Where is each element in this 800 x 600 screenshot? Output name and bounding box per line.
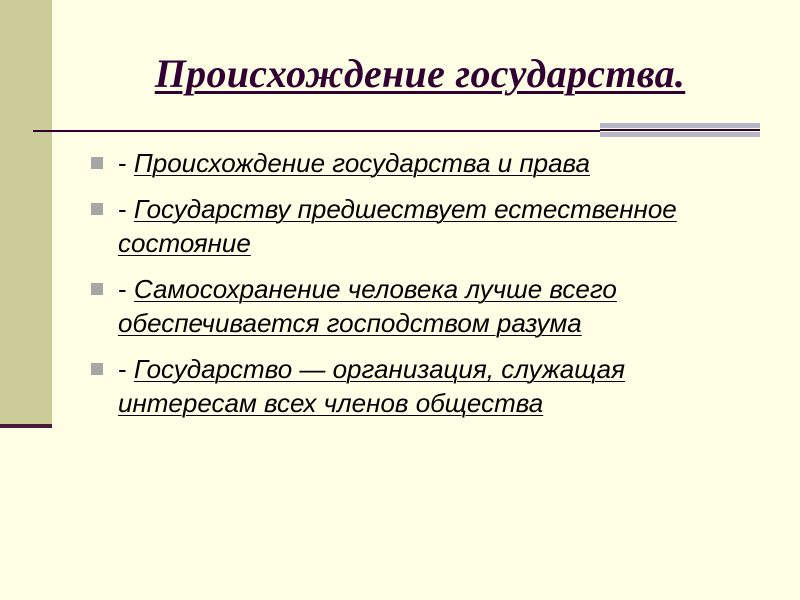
bullet-prefix: - — [118, 194, 134, 224]
square-bullet-icon — [91, 203, 103, 215]
bullet-link[interactable]: Происхождение государства и права — [133, 148, 591, 178]
square-bullet-icon — [91, 363, 103, 375]
title-divider-stripes — [600, 123, 760, 139]
bullet-link[interactable]: Самосохранение человека лучше всего обеспечивается господством разума — [118, 274, 617, 338]
bullet-list — [88, 146, 768, 432]
left-accent-bar-edge — [0, 424, 52, 428]
bullet-prefix: - — [118, 274, 134, 304]
bullet-link[interactable]: Государству предшествует естественное состояние — [118, 194, 677, 258]
slide-title: Происхождение государства. — [154, 51, 686, 96]
title-divider-line — [33, 130, 600, 132]
bullet-item — [88, 272, 768, 340]
bullet-item — [88, 192, 768, 260]
square-bullet-icon — [91, 157, 103, 169]
square-bullet-icon — [91, 283, 103, 295]
bullet-item — [88, 146, 768, 180]
bullet-prefix: - — [118, 354, 134, 384]
bullet-link[interactable]: Государство — организация, служащая интересам всех членов общества — [118, 354, 625, 418]
bullet-item — [88, 352, 768, 420]
bullet-prefix: - — [118, 148, 134, 178]
